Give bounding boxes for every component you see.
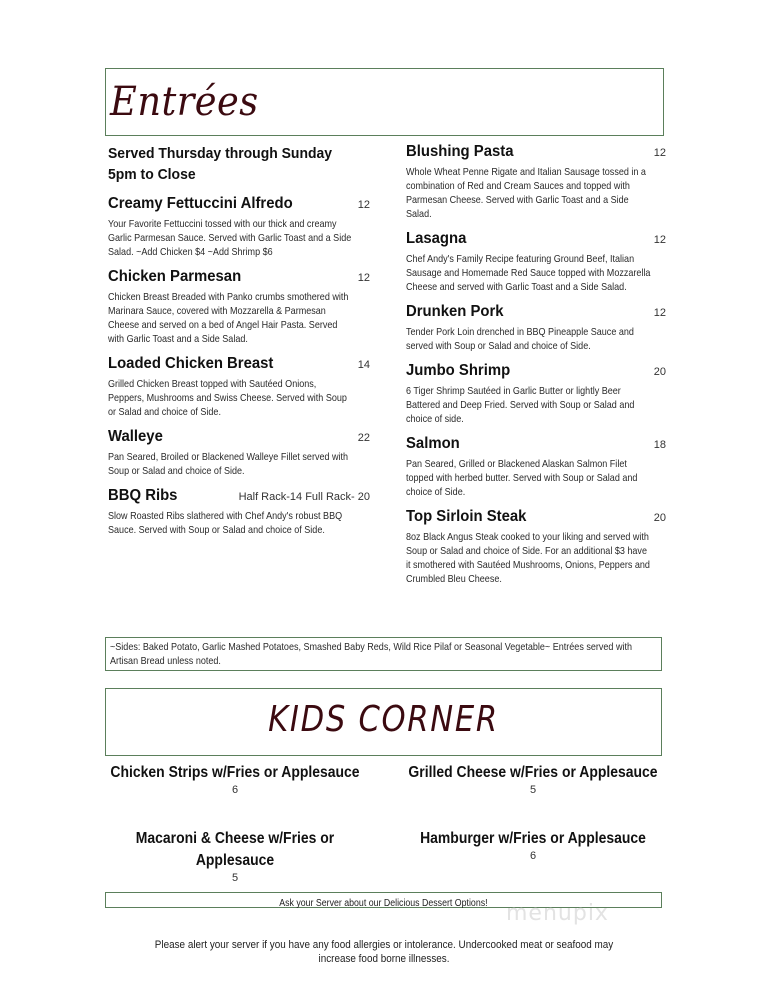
item-name: Salmon (406, 435, 460, 452)
item-description: Tender Pork Loin drenched in BBQ Pineapple Sauce and served with Soup or Salad and choice of Side. (406, 326, 634, 352)
allergy-note: Please alert your server if you have any food allergies or intolerance. Undercooked meat or seafood may increase food borne illnesses. (154, 939, 614, 965)
item-description: 8oz Black Angus Steak cooked to your liking and served with Soup or Salad and choice of Side. For an additional $3 have it smothered with Sautéed Mushrooms, Onions, Peppers and Crumbled Bleu Cheese. (406, 531, 650, 585)
menu-item (406, 435, 666, 499)
menu-item (406, 143, 666, 221)
item-price: 20 (653, 366, 666, 378)
kids-corner-title: KIDS CORNER (268, 699, 499, 740)
menu-item (108, 268, 370, 346)
menu-item (108, 428, 370, 478)
item-name: Walleye (108, 428, 163, 445)
kids-item-name: Chicken Strips w/Fries or Applesauce (110, 764, 360, 781)
item-price: 12 (653, 307, 666, 319)
item-price: 12 (653, 234, 666, 246)
kids-item-name: Hamburger w/Fries or Applesauce (420, 830, 646, 847)
kids-item-price: 5 (231, 872, 239, 884)
item-description: Pan Seared, Broiled or Blackened Walleye Fillet served with Soup or Salad and choice of Side. (108, 451, 349, 477)
kids-header-box (105, 688, 662, 756)
kids-item-name: Macaroni & Cheese w/Fries or Applesauce (135, 830, 335, 869)
item-name: Top Sirloin Steak (406, 508, 527, 525)
kids-item-name: Grilled Cheese w/Fries or Applesauce (408, 764, 658, 781)
item-description: Pan Seared, Grilled or Blackened Alaskan Salmon Filet topped with herbed butter. Served with Soup or Salad and choice of Side. (406, 458, 638, 498)
item-name: Creamy Fettuccini Alfredo (108, 195, 293, 212)
item-description: Chef Andy's Family Recipe featuring Ground Beef, Italian Sausage and Homemade Red Sauce topped with Mozzarella Cheese and served with Garlic Toast and a Side Salad. (406, 253, 651, 293)
menu-item (406, 362, 666, 426)
item-price: 20 (653, 512, 666, 524)
item-price: 18 (653, 439, 666, 451)
item-name: Jumbo Shrimp (406, 362, 511, 379)
item-description: Slow Roasted Ribs slathered with Chef Andy's robust BBQ Sauce. Served with Soup or Salad and choice of Side. (108, 510, 343, 536)
item-description: Your Favorite Fettuccini tossed with our thick and creamy Garlic Parmesan Sauce. Served with Garlic Toast and a Side Salad. ~Add Chicken $4 ~Add Shrimp $6 (108, 218, 352, 258)
item-description: Grilled Chicken Breast topped with Sautéed Onions, Peppers, Mushrooms and Swiss Cheese. Served with Soup or Salad and choice of Side. (108, 378, 347, 418)
kids-menu-item (393, 828, 673, 863)
item-name: Lasagna (406, 230, 467, 247)
allergy-disclaimer (110, 938, 658, 966)
kids-item-price: 5 (529, 784, 537, 796)
sides-note-box (105, 637, 662, 671)
kids-menu-item (95, 762, 375, 797)
entrees-left-column (108, 143, 370, 546)
item-name: Loaded Chicken Breast (108, 355, 274, 372)
item-name: Blushing Pasta (406, 143, 514, 160)
item-price: 14 (357, 359, 370, 371)
kids-menu-item (95, 828, 375, 885)
dessert-note: Ask your Server about our Delicious Dessert Options! (279, 898, 488, 909)
item-description: Chicken Breast Breaded with Panko crumbs smothered with Marinara Sauce, covered with Mozzarella & Parmesan Cheese and served on a bed of Angel Hair Pasta. Served with Garlic Toast and a Side Salad. (108, 291, 349, 345)
item-price: 22 (357, 432, 370, 444)
served-hours-note: Served Thursday through Sunday 5pm to Close (108, 145, 333, 183)
item-description: Whole Wheat Penne Rigate and Italian Sausage tossed in a combination of Red and Cream Sauces and topped with Parmesan Cheese. Served with Garlic Toast and a Side Salad. (406, 166, 646, 220)
kids-item-price: 6 (529, 850, 537, 862)
menu-item (108, 487, 370, 537)
item-price: 12 (357, 199, 370, 211)
menu-item (108, 355, 370, 419)
entrees-title: Entrées (110, 79, 259, 125)
menu-item (406, 303, 666, 353)
kids-menu-item (393, 762, 673, 797)
menu-item (406, 230, 666, 294)
menupix-watermark: menupix (506, 901, 609, 926)
item-price: Half Rack-14 Full Rack- 20 (238, 491, 370, 503)
menu-item (406, 508, 666, 586)
item-name: Chicken Parmesan (108, 268, 242, 285)
item-price: 12 (357, 272, 370, 284)
menu-item (108, 195, 370, 259)
entrees-right-column (406, 143, 666, 595)
sides-note: ~Sides: Baked Potato, Garlic Mashed Potatoes, Smashed Baby Reds, Wild Rice Pilaf or Seasonal Vegetable~ Entrées served with Artisan Bread unless noted. (110, 641, 633, 667)
item-description: 6 Tiger Shrimp Sautéed in Garlic Butter or lightly Beer Battered and Deep Fried. Served with Soup or Salad and choice of side. (406, 385, 635, 425)
item-name: BBQ Ribs (108, 487, 178, 504)
kids-item-price: 6 (231, 784, 239, 796)
item-price: 12 (653, 147, 666, 159)
item-name: Drunken Pork (406, 303, 504, 320)
entrees-header-box (105, 68, 664, 136)
